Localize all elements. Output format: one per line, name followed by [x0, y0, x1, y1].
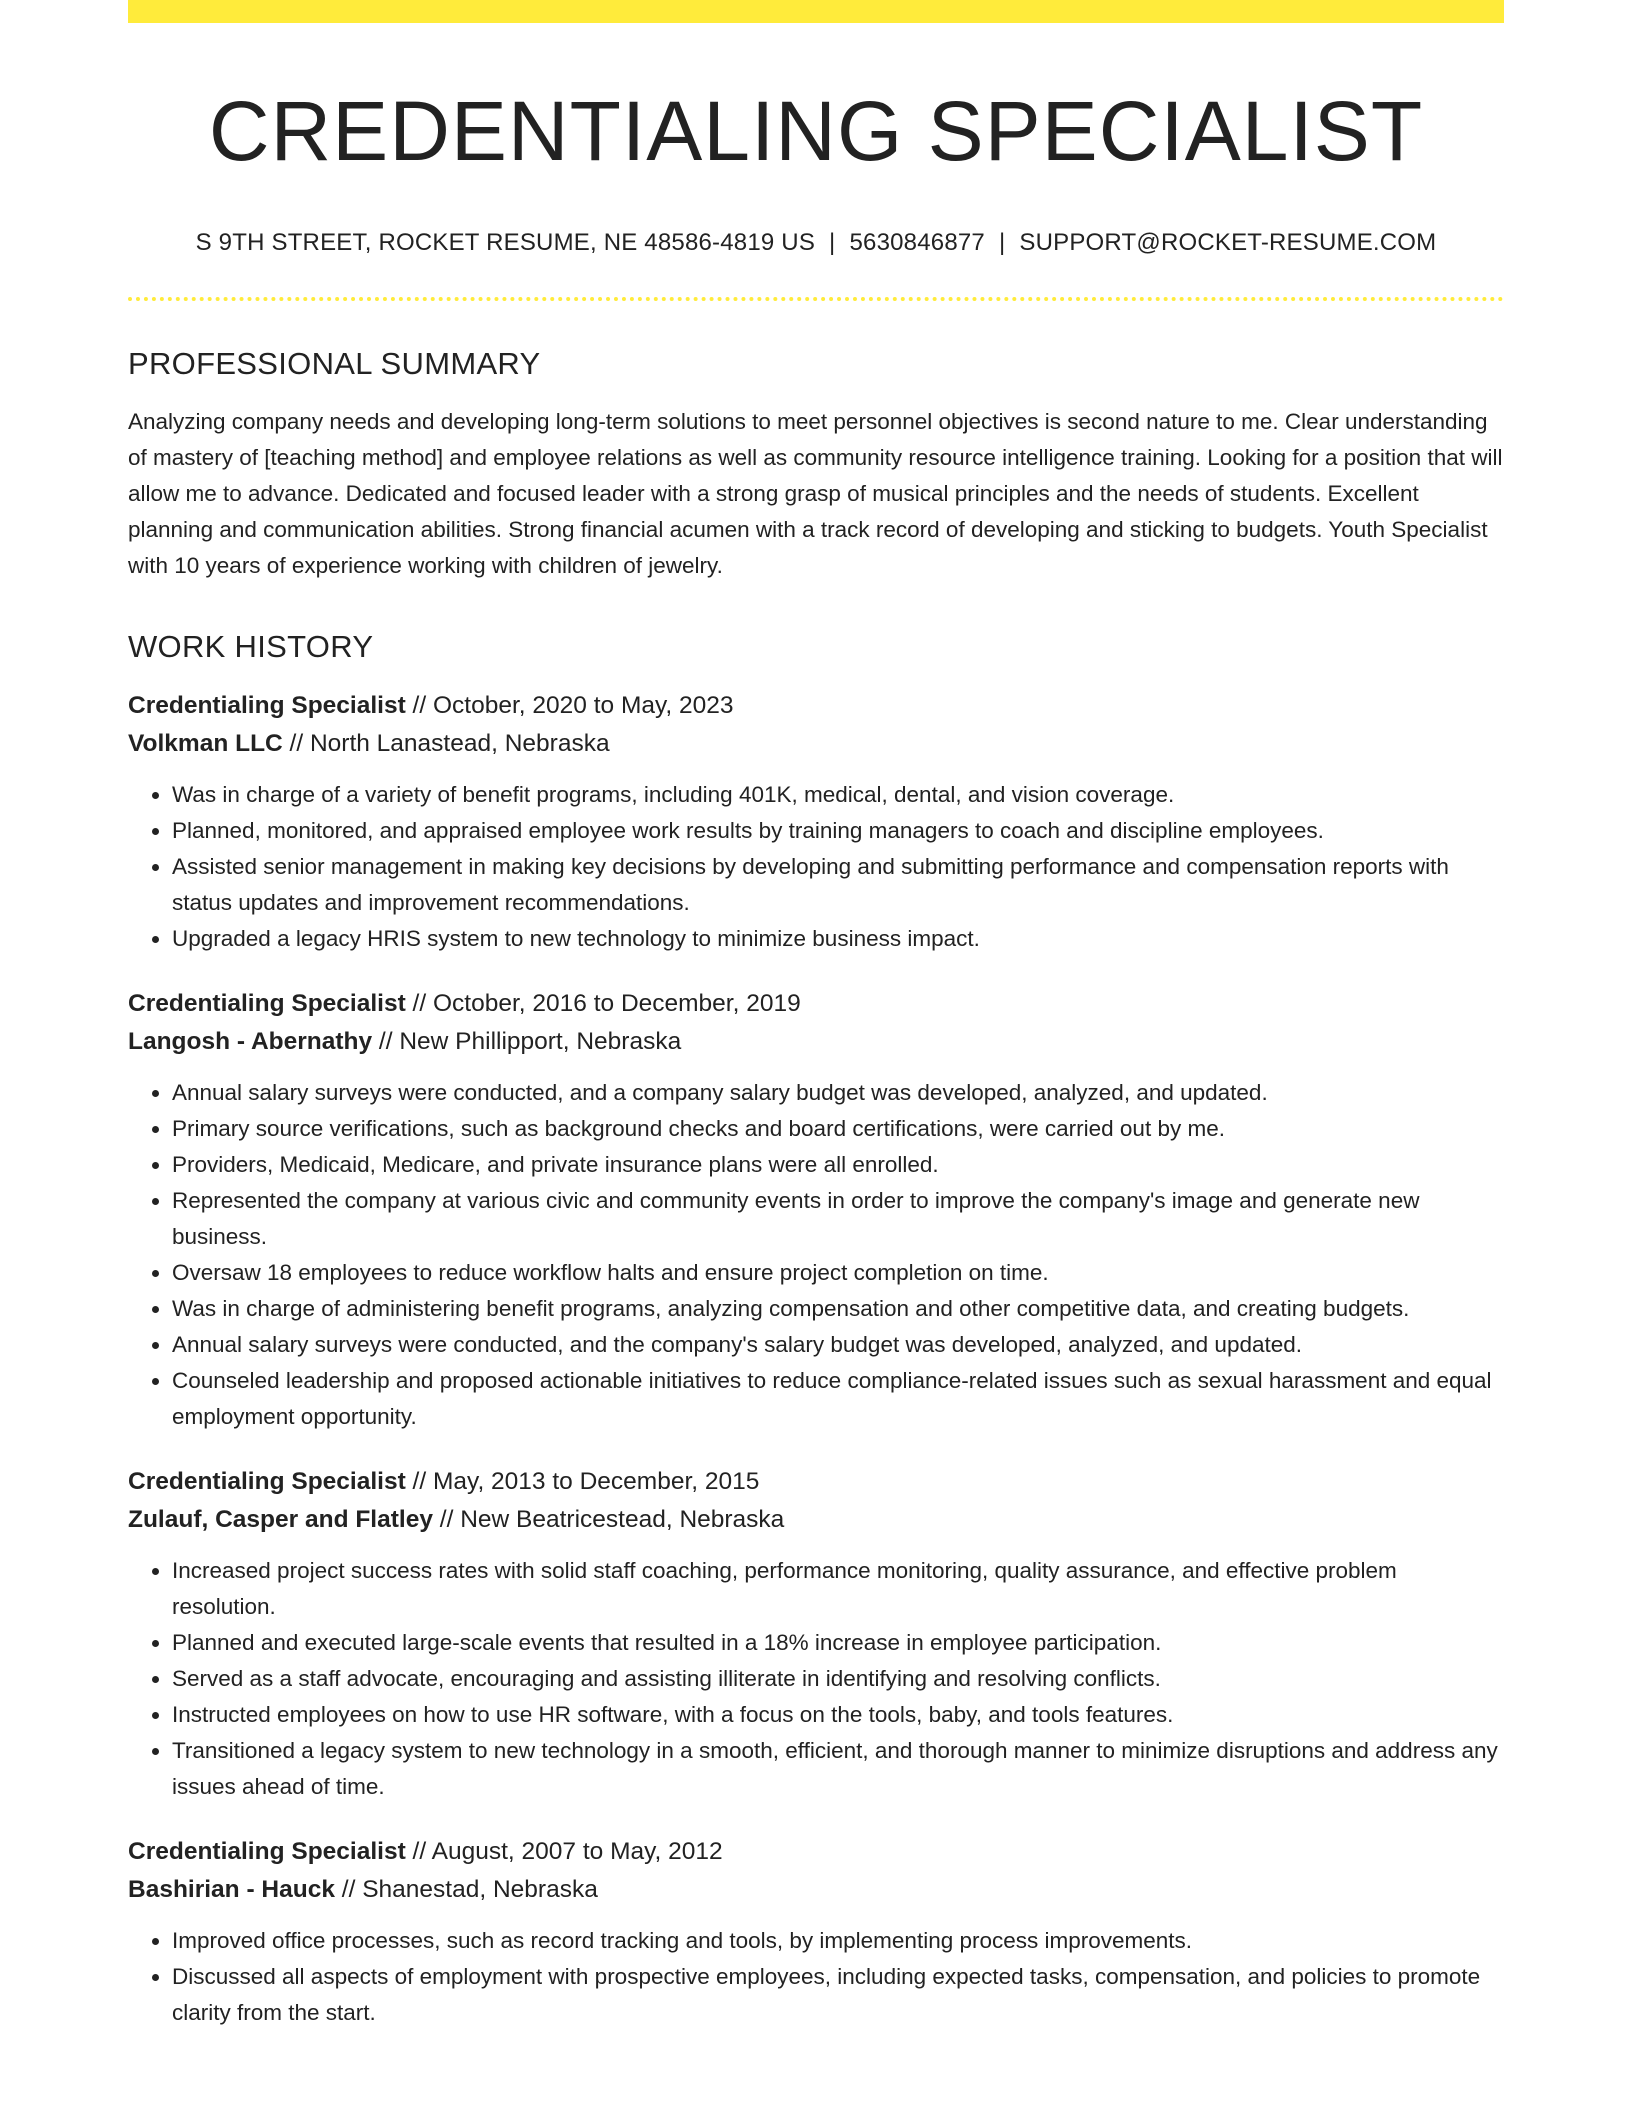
job-bullet: • Primary source verifications, such as background checks and board certifications, were carried out by me. — [172, 1111, 1504, 1147]
job-bullet: • Increased project success rates with solid staff coaching, performance monitoring, quality assurance, and effective problem resolution. — [172, 1553, 1504, 1625]
work-history-heading: WORK HISTORY — [128, 628, 374, 664]
job-bullet: • Discussed all aspects of employment with prospective employees, including expected tasks, compensation, and policies to promote clarity from the start. — [172, 1959, 1504, 2031]
address-text: S 9TH STREET, ROCKET RESUME, NE 48586-4819 US — [195, 229, 816, 257]
job-company: Zulauf, Casper and Flatley — [128, 1505, 433, 1533]
summary-heading: PROFESSIONAL SUMMARY — [128, 345, 541, 381]
job-title-line — [128, 1463, 1504, 1501]
job-bullet: • Assisted senior management in making key decisions by developing and submitting performance and compensation reports with status updates and improvement recommendations. — [172, 849, 1504, 921]
job-location: // New Beatricestead, Nebraska — [432, 1505, 785, 1533]
job-role: Credentialing Specialist — [128, 1837, 406, 1865]
job-company-line — [128, 1023, 1504, 1061]
job-company-line — [128, 1871, 1504, 1909]
job-bullet: • Was in charge of administering benefit programs, analyzing compensation and other competitive data, and creating budgets. — [172, 1291, 1504, 1327]
job-title-line — [128, 687, 1504, 725]
job-bullet: • Planned, monitored, and appraised employee work results by training managers to coach and discipline employees. — [172, 813, 1504, 849]
job-bullet: • Instructed employees on how to use HR software, with a focus on the tools, baby, and tools features. — [172, 1697, 1504, 1733]
job-bullet: • Improved office processes, such as record tracking and tools, by implementing process improvements. — [172, 1923, 1504, 1959]
job-entry — [128, 985, 1504, 1435]
resume-name: CREDENTIALING SPECIALIST — [208, 84, 1424, 178]
job-company: Volkman LLC — [128, 729, 283, 757]
job-entry — [128, 1833, 1504, 2031]
contact-separator: | — [998, 229, 1006, 257]
job-bullet: • Annual salary surveys were conducted, and the company's salary budget was developed, analyzed, and updated. — [172, 1327, 1504, 1363]
job-dates: // May, 2013 to December, 2015 — [405, 1467, 760, 1495]
phone-text: 5630846877 — [849, 229, 985, 257]
job-role: Credentialing Specialist — [128, 691, 406, 719]
top-accent-bar — [128, 0, 1504, 23]
job-bullet: • Oversaw 18 employees to reduce workflow halts and ensure project completion on time. — [172, 1255, 1504, 1291]
job-bullet: • Transitioned a legacy system to new technology in a smooth, efficient, and thorough manner to minimize disruptions and address any issues ahead of time. — [172, 1733, 1504, 1805]
job-company-line — [128, 725, 1504, 763]
job-bullet: • Upgraded a legacy HRIS system to new technology to minimize business impact. — [172, 921, 1504, 957]
job-dates: // August, 2007 to May, 2012 — [405, 1837, 723, 1865]
job-bullet: • Served as a staff advocate, encouraging and assisting illiterate in identifying and resolving conflicts. — [172, 1661, 1504, 1697]
job-location: // North Lanastead, Nebraska — [282, 729, 610, 757]
job-bullet: • Providers, Medicaid, Medicare, and private insurance plans were all enrolled. — [172, 1147, 1504, 1183]
job-entry — [128, 1463, 1504, 1805]
job-company: Langosh - Abernathy — [128, 1027, 373, 1055]
job-bullet-list — [128, 1553, 1504, 1805]
job-location: // Shanestad, Nebraska — [334, 1875, 598, 1903]
job-company-line — [128, 1501, 1504, 1539]
job-bullet: • Was in charge of a variety of benefit programs, including 401K, medical, dental, and vision coverage. — [172, 777, 1504, 813]
contact-line — [128, 227, 1504, 258]
job-title-line — [128, 1833, 1504, 1871]
resume-page — [128, 0, 1504, 2031]
job-bullet-list — [128, 1075, 1504, 1435]
job-dates: // October, 2016 to December, 2019 — [405, 989, 801, 1017]
job-bullet: • Represented the company at various civic and community events in order to improve the company's image and generate new business. — [172, 1183, 1504, 1255]
job-entry — [128, 687, 1504, 957]
email-text: SUPPORT@ROCKET-RESUME.COM — [1019, 229, 1437, 257]
job-role: Credentialing Specialist — [128, 989, 406, 1017]
summary-text: Analyzing company needs and developing long-term solutions to meet personnel objectives is second nature to me. Clear understanding of mastery of [teaching method] and employee relations as well as community resource intelligence training. Looking for a position that will allow me to advance. Dedicated and focused leader with a strong grasp of musical principles and the needs of students. Excellent planning and communication abilities. Strong financial acumen with a track record of developing and sticking to budgets. Youth Specialist with 10 years of experience working with children of jewelry. — [128, 408, 1503, 578]
job-dates: // October, 2020 to May, 2023 — [405, 691, 734, 719]
job-company: Bashirian - Hauck — [128, 1875, 335, 1903]
job-title-line — [128, 985, 1504, 1023]
dotted-divider — [128, 297, 1504, 301]
job-bullet: • Planned and executed large-scale events that resulted in a 18% increase in employee participation. — [172, 1625, 1504, 1661]
job-role: Credentialing Specialist — [128, 1467, 406, 1495]
job-bullet-list — [128, 777, 1504, 957]
job-bullet: • Annual salary surveys were conducted, and a company salary budget was developed, analyzed, and updated. — [172, 1075, 1504, 1111]
job-bullet-list — [128, 1923, 1504, 2031]
contact-separator: | — [829, 229, 836, 257]
job-location: // New Phillipport, Nebraska — [372, 1027, 682, 1055]
job-bullet: • Counseled leadership and proposed actionable initiatives to reduce compliance-related issues such as sexual harassment and equal employment opportunity. — [172, 1363, 1504, 1435]
